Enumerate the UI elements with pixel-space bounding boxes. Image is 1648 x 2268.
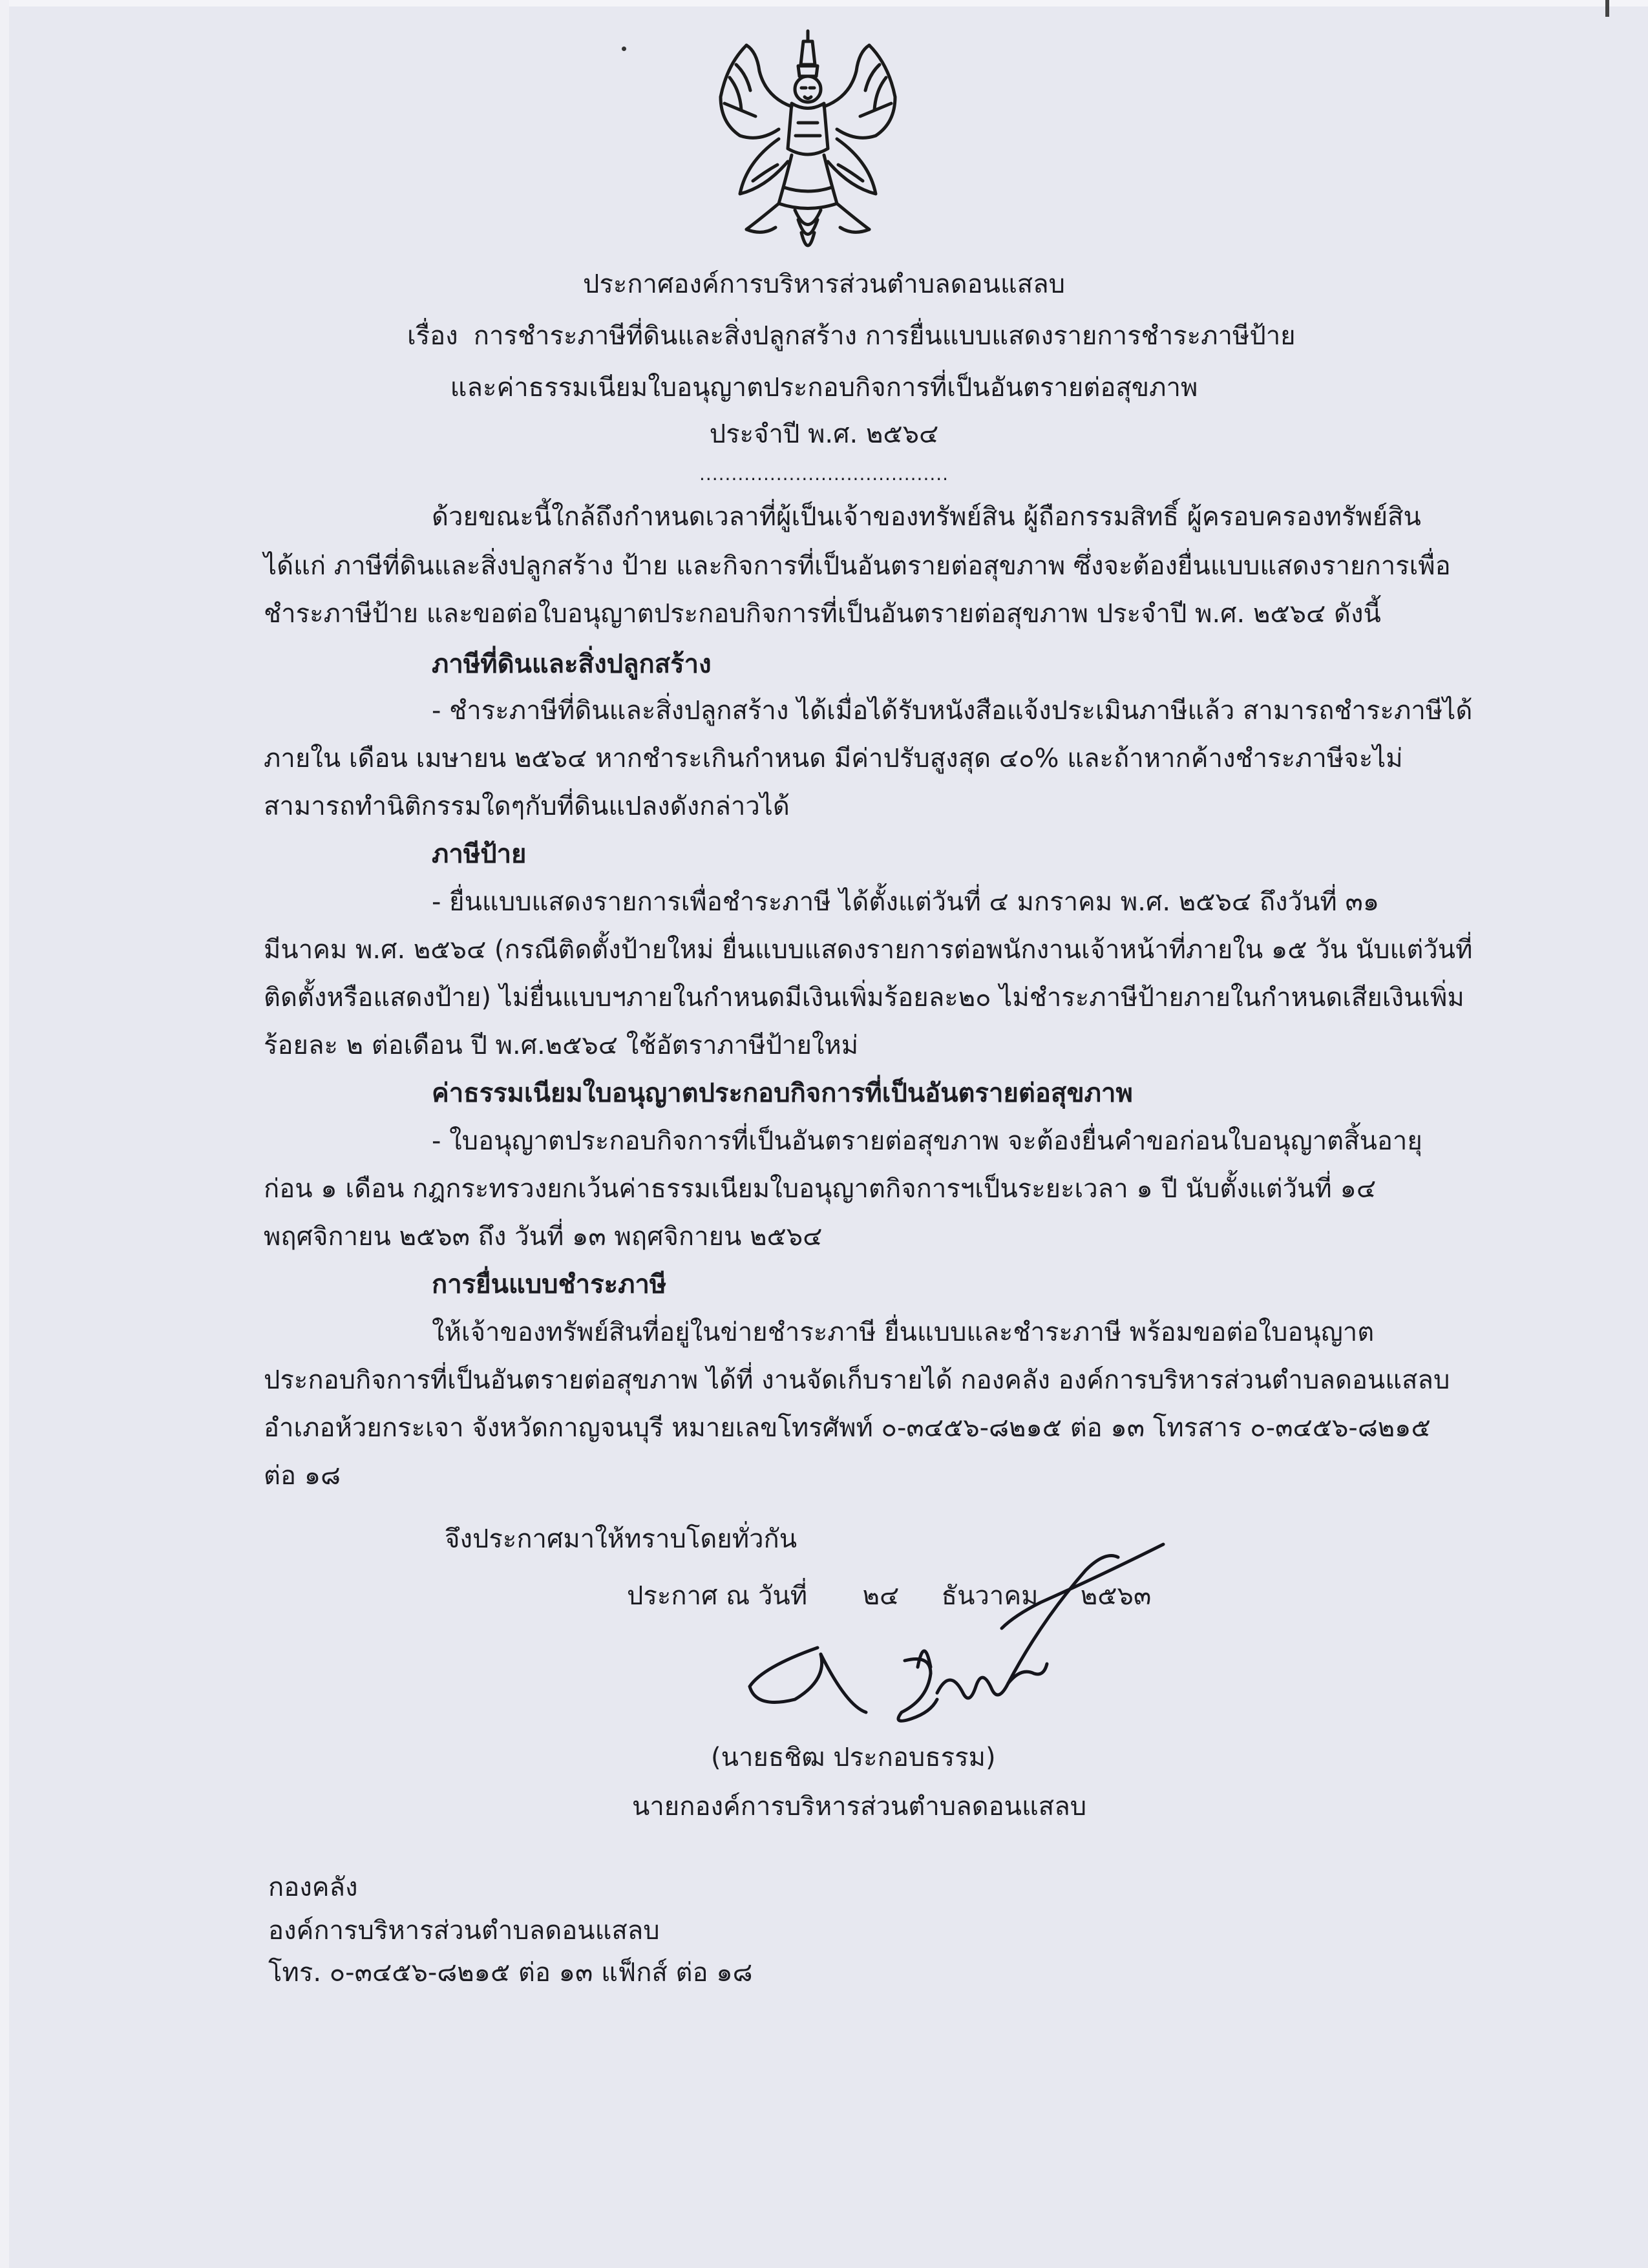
subject-text-1: การชำระภาษีที่ดินและสิ่งปลูกสร้าง การยื่นแบบแสดงรายการชำระภาษีป้าย <box>473 321 1296 351</box>
subject-label: เรื่อง <box>407 321 458 351</box>
section-heading-land-tax: ภาษีที่ดินและสิ่งปลูกสร้าง <box>432 649 712 679</box>
scan-corner-mark <box>1605 0 1609 17</box>
subject-text-3: ประจำปี พ.ศ. ๒๕๖๔ <box>709 419 939 449</box>
signatory-position: นายกองค์การบริหารส่วนตำบลดอนแสลบ <box>632 1792 1087 1822</box>
intro-line-3: ชำระภาษีป้าย และขอต่อใบอนุญาตประกอบกิจการที่เป็นอันตรายต่อสุขภาพ ประจำปี พ.ศ. ๒๕๖๔ ดังนี้ <box>264 599 1381 629</box>
section-1-line-3: สามารถทำนิติกรรมใดๆกับที่ดินแปลงดังกล่าวได้ <box>264 792 790 821</box>
scan-top-edge <box>0 0 1648 6</box>
garuda-emblem-icon <box>701 26 914 265</box>
section-1-line-1: - ชำระภาษีที่ดินและสิ่งปลูกสร้าง ได้เมื่อได้รับหนังสือแจ้งประเมินภาษีแล้ว สามารถชำระภาษีได้ <box>432 696 1473 726</box>
section-4-line-4: ต่อ ๑๘ <box>264 1461 341 1491</box>
footer-department: กองคลัง <box>268 1873 358 1902</box>
subject-line <box>407 323 1296 349</box>
section-heading-health-permit: ค่าธรรมเนียมใบอนุญาตประกอบกิจการที่เป็นอันตรายต่อสุขภาพ <box>432 1078 1133 1108</box>
section-2-line-1: - ยื่นแบบแสดงรายการเพื่อชำระภาษี ได้ตั้งแต่วันที่ ๔ มกราคม พ.ศ. ๒๕๖๔ ถึงวันที่ ๓๑ <box>432 887 1380 917</box>
section-2-line-3: ติดตั้งหรือแสดงป้าย) ไม่ยื่นแบบฯภายในกำหนดมีเงินเพิ่มร้อยละ๒๐ ไม่ชำระภาษีป้ายภายในกำหนดเสียเงินเพิ่ม <box>264 983 1464 1013</box>
section-1-line-2: ภายใน เดือน เมษายน ๒๕๖๔ หากชำระเกินกำหนด มีค่าปรับสูงสุด ๔๐% และถ้าหากค้างชำระภาษีจะไม่ <box>264 744 1403 773</box>
closing-text: จึงประกาศมาให้ทราบโดยทั่วกัน <box>445 1524 798 1554</box>
section-heading-filing: การยื่นแบบชำระภาษี <box>432 1270 667 1299</box>
section-3-line-3: พฤศจิกายน ๒๕๖๓ ถึง วันที่ ๑๓ พฤศจิกายน ๒๕๖๔ <box>264 1222 823 1252</box>
subject-text-2: และค่าธรรมเนียมใบอนุญาตประกอบกิจการที่เป็นอันตรายต่อสุขภาพ <box>450 373 1198 403</box>
scan-left-edge <box>0 0 9 2268</box>
section-4-line-2: ประกอบกิจการที่เป็นอันตรายต่อสุขภาพ ได้ที่ งานจัดเก็บรายได้ กองคลัง องค์การบริหารส่วนตำบลดอนแสลบ <box>264 1365 1450 1395</box>
section-3-line-1: - ใบอนุญาตประกอบกิจการที่เป็นอันตรายต่อสุขภาพ จะต้องยื่นคำขอก่อนใบอนุญาตสิ้นอายุ <box>432 1126 1422 1156</box>
intro-line-1: ด้วยขณะนี้ใกล้ถึงกำหนดเวลาที่ผู้เป็นเจ้าของทรัพย์สิน ผู้ถือกรรมสิทธิ์ ผู้ครอบครองทรัพย์สิน <box>432 502 1421 532</box>
footer-organization: องค์การบริหารส่วนตำบลดอนแสลบ <box>268 1916 660 1946</box>
section-heading-signboard-tax: ภาษีป้าย <box>432 839 527 869</box>
signatory-name: (นายธชิฒ ประกอบธรรม) <box>711 1743 996 1772</box>
footer-contact: โทร. ๐-๓๔๕๖-๘๒๑๕ ต่อ ๑๓ แฟ็กส์ ต่อ ๑๘ <box>268 1958 753 1988</box>
section-4-line-1: ให้เจ้าของทรัพย์สินที่อยู่ในข่ายชำระภาษี ยื่นแบบและชำระภาษี พร้อมขอต่อใบอนุญาต <box>432 1318 1375 1347</box>
header-separator: ....................................... <box>699 463 949 485</box>
section-3-line-2: ก่อน ๑ เดือน กฎกระทรวงยกเว้นค่าธรรมเนียมใบอนุญาตกิจการฯเป็นระยะเวลา ๑ ปี นับตั้งแต่วันที่ ๑๔ <box>264 1174 1377 1204</box>
handwritten-signature <box>737 1538 1202 1745</box>
intro-line-2: ได้แก่ ภาษีที่ดินและสิ่งปลูกสร้าง ป้าย และกิจการที่เป็นอันตรายต่อสุขภาพ ซึ่งจะต้องยื่นแบบแสดงรายการเพื่อ <box>264 551 1451 581</box>
section-2-line-4: ร้อยละ ๒ ต่อเดือน ปี พ.ศ.๒๕๖๔ ใช้อัตราภาษีป้ายใหม่ <box>264 1031 859 1060</box>
date-year: ๒๕๖๓ <box>1080 1581 1152 1611</box>
section-2-line-2: มีนาคม พ.ศ. ๒๕๖๔ (กรณีติดตั้งป้ายใหม่ ยื่นแบบแสดงรายการต่อพนักงานเจ้าหน้าที่ภายใน ๑๕ วัน นับแต่วันที่ <box>264 935 1473 965</box>
org-announcement-title: ประกาศองค์การบริหารส่วนตำบลดอนแสลบ <box>582 269 1066 299</box>
section-4-line-3: อำเภอห้วยกระเจา จังหวัดกาญจนบุรี หมายเลขโทรศัพท์ ๐-๓๔๕๖-๘๒๑๕ ต่อ ๑๓ โทรสาร ๐-๓๔๕๖-๘๒๑๕ <box>264 1413 1431 1443</box>
date-prefix: ประกาศ ณ วันที่ <box>627 1581 808 1611</box>
scan-speck <box>622 47 626 51</box>
date-day: ๒๔ <box>862 1581 900 1611</box>
date-month: ธันวาคม <box>941 1581 1039 1611</box>
